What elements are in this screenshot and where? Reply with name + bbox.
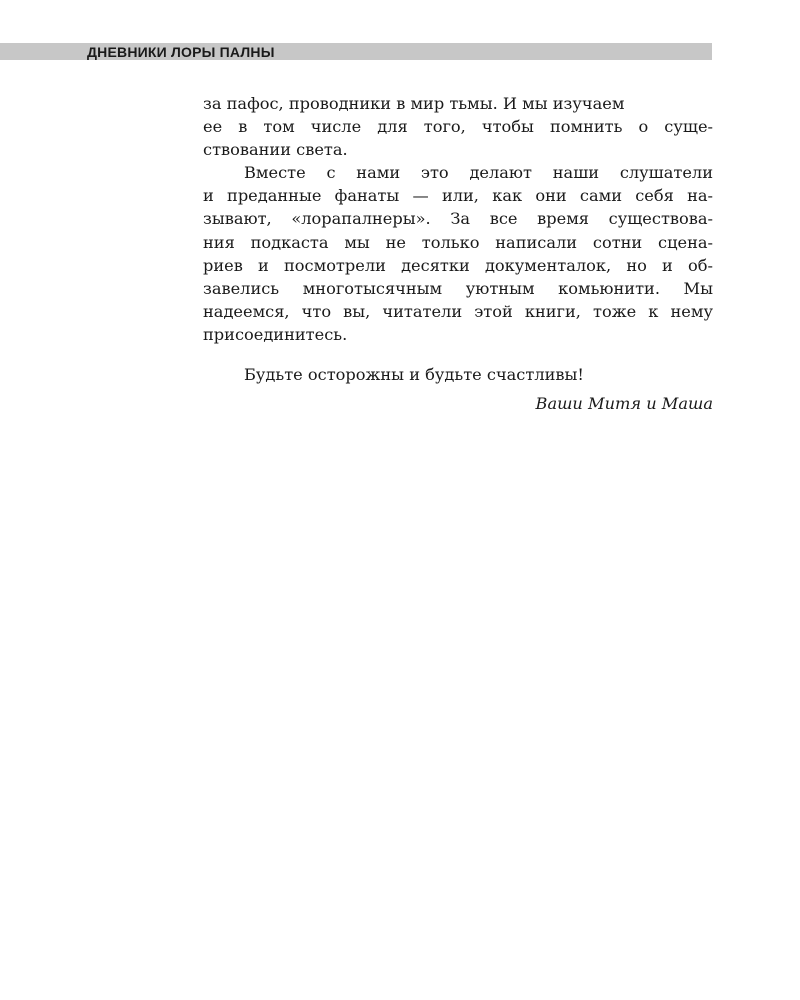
text-line: и преданные фанаты — или, как они сами себя на-	[203, 186, 713, 206]
text-line: ствовании света.	[203, 140, 348, 160]
text-line: присоединитесь.	[203, 324, 348, 344]
body-text	[203, 92, 713, 415]
text-line: завелись многотысячным уютным комьюнити. Мы	[203, 278, 713, 298]
paragraph-gap	[203, 346, 713, 363]
text-line: надеемся, что вы, читатели этой книги, тоже к нему	[203, 301, 713, 321]
closing-line: Будьте осторожны и будьте счастливы!	[244, 365, 584, 385]
text-line: ния подкаста мы не только написали сотни сцена-	[203, 232, 713, 252]
running-head: ДНЕВНИКИ ЛОРЫ ПАЛНЫ	[87, 44, 275, 60]
text-line: риев и посмотрели десятки документалок, но и об-	[203, 255, 713, 275]
text-line: ее в том числе для того, чтобы помнить о суще-	[203, 117, 713, 137]
text-line: за пафос, проводники в мир тьмы. И мы изучаем	[203, 94, 625, 113]
text-line: зывают, «лорапалнеры». За все время существова-	[203, 209, 713, 229]
signature: Ваши Митя и Маша	[535, 394, 713, 414]
text-line: Вместе с нами это делают наши слушатели	[244, 163, 713, 183]
